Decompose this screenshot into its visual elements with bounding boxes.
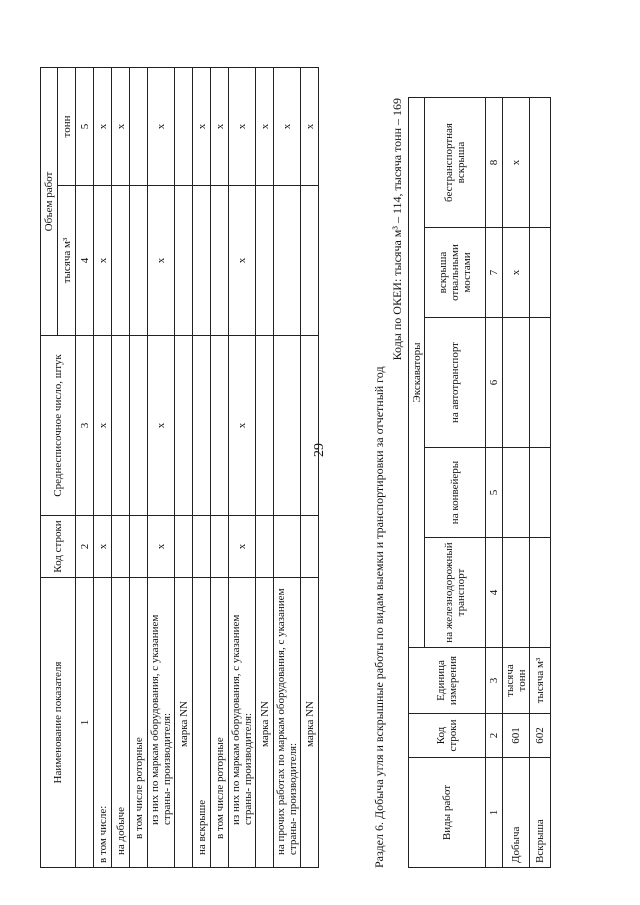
col-number: 4 bbox=[76, 186, 94, 336]
row-code bbox=[301, 516, 319, 578]
row-kind: Вскрыша bbox=[530, 758, 551, 868]
row-label: из них по маркам оборудования, с указанием страны- производителя: bbox=[229, 578, 256, 868]
header-auto: на автотранспорт bbox=[425, 318, 486, 448]
row-count bbox=[211, 336, 229, 516]
row-label: из них по маркам оборудования, с указанием страны- производителя: bbox=[148, 578, 175, 868]
row-m3 bbox=[193, 186, 211, 336]
row-count bbox=[175, 336, 193, 516]
table-row bbox=[175, 67, 193, 867]
table-row bbox=[274, 67, 301, 867]
table-row bbox=[229, 67, 256, 867]
table-row bbox=[193, 67, 211, 867]
row-auto bbox=[530, 318, 551, 448]
col-number: 3 bbox=[486, 648, 503, 714]
row-transportless: x bbox=[503, 98, 530, 228]
col-number: 3 bbox=[76, 336, 94, 516]
table1-header-row bbox=[41, 67, 58, 867]
col-number: 2 bbox=[76, 516, 94, 578]
header-code: Код строки bbox=[409, 714, 486, 758]
col-number: 8 bbox=[486, 98, 503, 228]
header-kind: Виды работ bbox=[409, 758, 486, 868]
row-code: x bbox=[94, 516, 112, 578]
header-bridges: вскрыша отвальными мостами bbox=[425, 228, 486, 318]
table-row bbox=[503, 98, 530, 868]
row-count bbox=[274, 336, 301, 516]
row-m3 bbox=[175, 186, 193, 336]
row-tons: x bbox=[301, 67, 319, 185]
row-count: x bbox=[94, 336, 112, 516]
col-number: 1 bbox=[76, 578, 94, 868]
row-label: в том числе: bbox=[94, 578, 112, 868]
col-number: 2 bbox=[486, 714, 503, 758]
row-code: x bbox=[148, 516, 175, 578]
row-bridges bbox=[530, 228, 551, 318]
header-transportless: бестранспортная вскрыша bbox=[425, 98, 486, 228]
row-count bbox=[301, 336, 319, 516]
row-label: на вскрыше bbox=[193, 578, 211, 868]
row-auto bbox=[503, 318, 530, 448]
row-count bbox=[256, 336, 274, 516]
row-tons bbox=[130, 67, 148, 185]
table-row bbox=[256, 67, 274, 867]
row-tons: x bbox=[211, 67, 229, 185]
row-label: на добыче bbox=[112, 578, 130, 868]
section6-number-row bbox=[486, 98, 503, 868]
row-code bbox=[112, 516, 130, 578]
header-name: Наименование показателя bbox=[41, 578, 76, 868]
row-tons: x bbox=[112, 67, 130, 185]
row-m3 bbox=[130, 186, 148, 336]
row-tons: x bbox=[193, 67, 211, 185]
row-count bbox=[112, 336, 130, 516]
row-tons: x bbox=[256, 67, 274, 185]
table-row bbox=[301, 67, 319, 867]
row-m3 bbox=[256, 186, 274, 336]
row-m3: x bbox=[229, 186, 256, 336]
row-m3: x bbox=[148, 186, 175, 336]
row-tons: x bbox=[148, 67, 175, 185]
row-m3: x bbox=[94, 186, 112, 336]
row-kind: Добыча bbox=[503, 758, 530, 868]
row-count: x bbox=[229, 336, 256, 516]
header-excavators: Экскаваторы bbox=[409, 98, 425, 648]
row-code bbox=[274, 516, 301, 578]
table-row bbox=[530, 98, 551, 868]
row-m3 bbox=[211, 186, 229, 336]
row-code bbox=[130, 516, 148, 578]
header-unit: Единица измерения bbox=[409, 648, 486, 714]
row-label: в том числе роторные bbox=[130, 578, 148, 868]
table-row bbox=[130, 67, 148, 867]
row-m3 bbox=[301, 186, 319, 336]
table1-number-row bbox=[76, 67, 94, 867]
row-code: x bbox=[229, 516, 256, 578]
page-number: 29 bbox=[312, 443, 327, 457]
equipment-table bbox=[40, 67, 319, 868]
row-code bbox=[175, 516, 193, 578]
row-unit: тысяча тонн bbox=[503, 648, 530, 714]
row-label: в том числе роторные bbox=[211, 578, 229, 868]
row-code bbox=[256, 516, 274, 578]
col-number: 5 bbox=[486, 448, 503, 538]
header-code: Код строки bbox=[41, 516, 76, 578]
section6-header-row bbox=[409, 98, 425, 868]
row-code: 601 bbox=[503, 714, 530, 758]
section-6-title: Раздел 6. Добыча угля и вскрышные работы по видам выемки и транспортировки за отчетный год bbox=[372, 366, 386, 868]
table-row bbox=[112, 67, 130, 867]
row-label: марка NN bbox=[175, 578, 193, 868]
header-rail: на железнодорожный транспорт bbox=[425, 538, 486, 648]
table-row bbox=[211, 67, 229, 867]
row-tons: x bbox=[229, 67, 256, 185]
row-transportless bbox=[530, 98, 551, 228]
row-m3 bbox=[274, 186, 301, 336]
row-label: марка NN bbox=[301, 578, 319, 868]
row-tons: x bbox=[94, 67, 112, 185]
row-m3 bbox=[112, 186, 130, 336]
row-code bbox=[211, 516, 229, 578]
okei-codes: Коды по ОКЕИ: тысяча м³ – 114, тысяча тонн – 169 bbox=[390, 98, 404, 361]
table-row bbox=[94, 67, 112, 867]
col-number: 5 bbox=[76, 67, 94, 185]
header-tons: тонн bbox=[58, 67, 76, 185]
header-volume: Объем работ bbox=[41, 67, 58, 335]
row-count bbox=[193, 336, 211, 516]
table-row bbox=[148, 67, 175, 867]
col-number: 7 bbox=[486, 228, 503, 318]
col-number: 1 bbox=[486, 758, 503, 868]
row-rail bbox=[503, 538, 530, 648]
header-conveyor: на конвейеры bbox=[425, 448, 486, 538]
rotated-page-content bbox=[40, 48, 610, 868]
col-number: 4 bbox=[486, 538, 503, 648]
row-label: на прочих работах по маркам оборудования, с указанием страны- производителя: bbox=[274, 578, 301, 868]
row-tons: x bbox=[274, 67, 301, 185]
row-count bbox=[130, 336, 148, 516]
col-number: 6 bbox=[486, 318, 503, 448]
row-tons bbox=[175, 67, 193, 185]
row-conveyor bbox=[530, 448, 551, 538]
row-code bbox=[193, 516, 211, 578]
header-avg-count: Среднесписочное число, штук bbox=[41, 336, 76, 516]
row-count: x bbox=[148, 336, 175, 516]
header-thousand-m3: тысяча м³ bbox=[58, 186, 76, 336]
row-rail bbox=[530, 538, 551, 648]
row-code: 602 bbox=[530, 714, 551, 758]
section-6-table bbox=[408, 97, 551, 868]
row-bridges: x bbox=[503, 228, 530, 318]
row-conveyor bbox=[503, 448, 530, 538]
row-label: марка NN bbox=[256, 578, 274, 868]
row-unit: тысяча м³ bbox=[530, 648, 551, 714]
